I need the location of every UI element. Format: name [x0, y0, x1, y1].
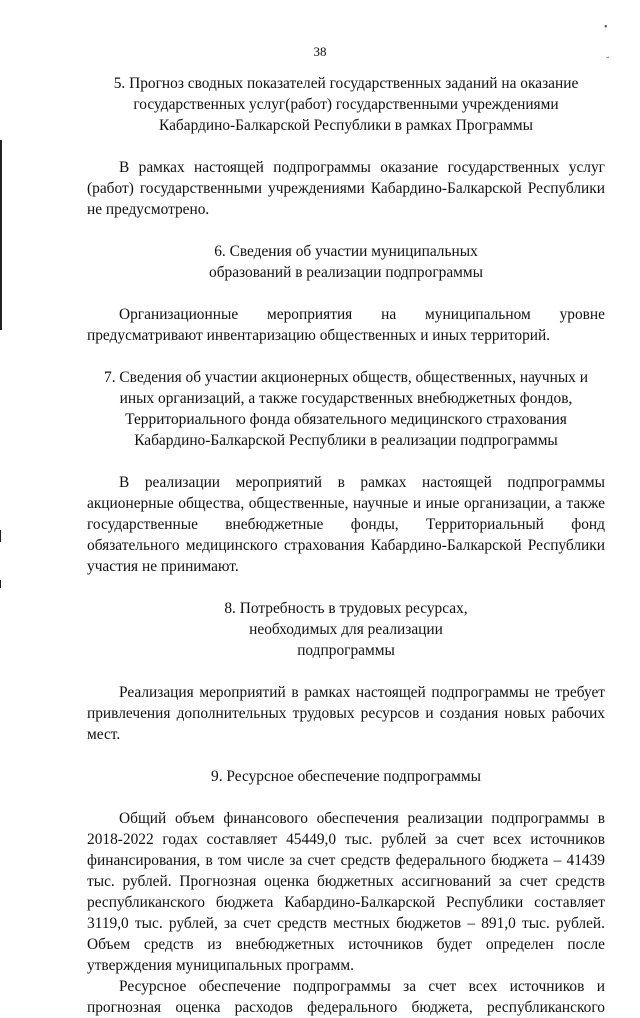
scan-speck: ˘ — [606, 56, 610, 67]
section-6-heading: 6. Сведения об участии муниципальных образований в реализации подпрограммы — [209, 243, 483, 281]
scan-speck: • — [604, 22, 608, 33]
section-7-paragraph: В реализации мероприятий в рамках настоящей подпрограммы акционерные общества, общественные, научные и иные организации, а также государственные внебюджетные фонды, Территориальный фонд обязательного медицинского страхования Кабардино-Балкарской Республики участия не принимают. — [87, 474, 605, 575]
page-number: 38 — [313, 44, 327, 59]
section-6-paragraph: Организационные мероприятия на муниципальном уровне предусматривают инвентаризацию общественных и иных территорий. — [87, 306, 605, 344]
section-5-heading: 5. Прогноз сводных показателей государственных заданий на оказание государственных услуг(работ) государственными учреждениями Кабардино-Балкарской Республики в рамках Программы — [113, 75, 579, 134]
section-9-paragraph-2: Ресурсное обеспечение подпрограммы за счет всех источников и прогнозная оценка расходов федерального бюджета, республиканского — [87, 978, 605, 1016]
document-body — [87, 73, 605, 1018]
scan-edge-mark — [0, 580, 1, 588]
scan-edge-mark — [0, 530, 1, 542]
section-7-heading: 7. Сведения об участии акционерных обществ, общественных, научных и иных организаций, а также государственных внебюджетных фондов, Территориального фонда обязательного медицинского страхования Кабардино-Балкарской Республики в реализации подпрограммы — [104, 369, 588, 449]
section-9-paragraph-1: Общий объем финансового обеспечения реализации подпрограммы в 2018-2022 годах составляет 45449,0 тыс. рублей за счет всех источников финансирования, в том числе за счет средств федерального бюджета – 41439 тыс. рублей. Прогнозная оценка бюджетных ассигнований за счет средств республиканского бюджета Кабардино-Балкарской Республики составляет 3119,0 тыс. рублей, за счет средств местных бюджетов – 891,0 тыс. рублей. Объем средств из внебюджетных источников будет определен после утверждения муниципальных программ. — [87, 810, 605, 974]
section-5-paragraph: В рамках настоящей подпрограммы оказание государственных услуг (работ) государственными учреждениями Кабардино-Балкарской Республики не предусмотрено. — [87, 159, 605, 218]
section-8-paragraph: Реализация мероприятий в рамках настоящей подпрограммы не требует привлечения дополнительных трудовых ресурсов и создания новых рабочих мест. — [87, 684, 605, 743]
section-9-heading: 9. Ресурсное обеспечение подпрограммы — [211, 768, 481, 785]
section-8-heading: 8. Потребность в трудовых ресурсах, необходимых для реализации подпрограммы — [224, 600, 468, 659]
scan-edge-mark — [0, 140, 2, 330]
